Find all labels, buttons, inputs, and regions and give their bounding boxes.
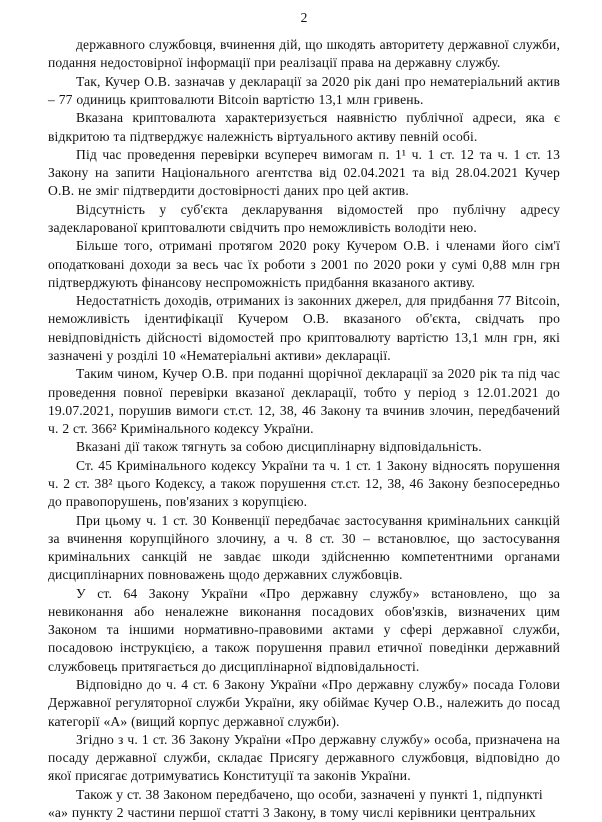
paragraph: Недостатність доходів, отриманих із законних джерел, для придбання 77 Bitcoin, неможливість ідентифікації Кучером О.В. вказаного об'єкта, свідчать про невідповідність дійсності відомостей про криптовалюту вартістю 13,1 млн грн, які зазначені у розділі 10 «Нематеріальні активи» декларації.: [48, 293, 560, 363]
paragraph: Під час проведення перевірки всупереч вимогам п. 1¹ ч. 1 ст. 12 та ч. 1 ст. 13 Закону на запити Національного агентства від 02.04.2021 та від 28.04.2021 Кучер О.В. не зміг підтвердити достовірності даних про цей актив.: [48, 146, 560, 199]
paragraph: Більше того, отримані протягом 2020 року Кучером О.В. і членами його сім'ї оподатковані доходи за весь час їх роботи з 2001 по 2020 роки у сумі 0,88 млн грн підтверджують фінансову неспроможність придбання вказаного активу.: [48, 238, 560, 290]
paragraph: державного службовця, вчинення дій, що шкодять авторитету державної служби, подання недостовірної інформації при реалізації права на державну службу.: [48, 37, 560, 71]
paragraph: У ст. 64 Закону України «Про державну службу» встановлено, що за невиконання або неналежне виконання посадових обов'язків, визначених цим Законом та іншими нормативно-правовими актами у сфері державної служби, посадовою інструкцією, а також порушення правил етичної поведінки державний службовець притягається до дисциплінарної відповідальності.: [48, 585, 560, 674]
paragraph: Вказані дії також тягнуть за собою дисциплінарну відповідальність.: [76, 439, 482, 455]
page-number: 2: [300, 10, 308, 25]
paragraph: Також у ст. 38 Законом передбачено, що особи, зазначені у пункті 1, підпункті «а» пункту 2 частини першої статті 3 Закону, в тому числі керівники центральних: [48, 786, 543, 820]
paragraph: Вказана криптовалюта характеризується наявністю публічної адреси, яка є відкритою та підтверджує належність віртуального активу певній особі.: [48, 110, 560, 144]
paragraph: Згідно з ч. 1 ст. 36 Закону України «Про державну службу» особа, призначена на посаду державної служби, складає Присягу державного службовця, відповідно до якої присягає дотримуватись Конституції та законів України.: [48, 731, 560, 784]
paragraph: Так, Кучер О.В. зазначав у декларації за 2020 рік дані про нематеріальний актив – 77 одиниць криптовалюти Bitcoin вартістю 13,1 млн гривень.: [48, 73, 560, 108]
paragraph: Таким чином, Кучер О.В. при поданні щорічної декларації за 2020 рік та під час проведення повної перевірки вказаної декларації, тобто у період з 12.01.2021 до 19.07.2021, порушив вимоги ст.ст. 12, 38, 46 Закону та вчинив злочин, передбачений ч. 2 ст. 366² Кримінального кодексу України.: [48, 366, 560, 437]
paragraph: Відсутність у суб'єкта декларування відомостей про публічну адресу задекларованої криптовалюти свідчить про неможливість володіти нею.: [48, 201, 560, 235]
document-body: [48, 36, 560, 822]
paragraph: При цьому ч. 1 ст. 30 Конвенції передбачає застосування кримінальних санкцій за вчинення корупційного злочину, а ч. 8 ст. 30 – встановлює, що застосування кримінальних санкцій не завдає шкоди здійсненню компетентними органами дисциплінарних повноважень щодо державних службовців.: [48, 512, 560, 583]
paragraph: Відповідно до ч. 4 ст. 6 Закону України «Про державну службу» посада Голови Державної регуляторної служби України, яку обіймає Кучер О.В., належить до посад категорії «А» (вищий корпус державної служби).: [48, 677, 560, 729]
paragraph: Ст. 45 Кримінального кодексу України та ч. 1 ст. 1 Закону відносять порушення ч. 2 ст. 38² цього Кодексу, а також порушення ст.ст. 12, 38, 46 Закону безпосередньо до правопорушень, пов'язаних з корупцією.: [48, 457, 560, 510]
